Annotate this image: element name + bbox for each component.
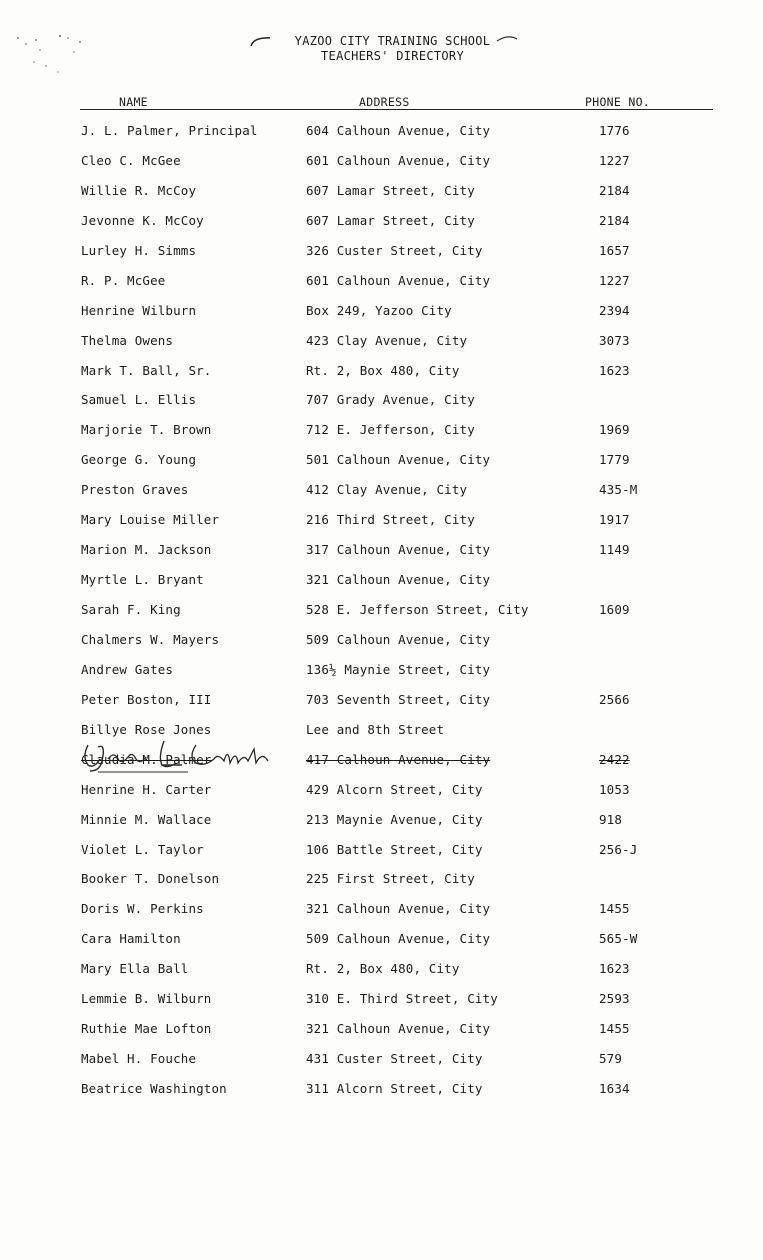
table-row <box>0 958 763 988</box>
row-address: 216 Third Street, City <box>306 512 475 528</box>
row-name: J. L. Palmer, Principal <box>81 123 258 138</box>
row-address: 106 Battle Street, City <box>306 841 483 857</box>
row-address: Rt. 2, Box 480, City <box>306 961 460 977</box>
column-header-address: ADDRESS <box>359 95 410 109</box>
table-row <box>0 809 763 839</box>
row-phone: 918 <box>599 811 623 827</box>
table-row <box>0 569 763 599</box>
row-phone: 2184 <box>599 212 630 228</box>
table-row <box>0 210 763 240</box>
row-phone: 565-W <box>599 931 638 947</box>
row-phone: 1623 <box>599 961 630 977</box>
row-name: Willie R. McCoy <box>81 182 197 198</box>
row-name: Cleo C. McGee <box>81 152 181 168</box>
table-row <box>0 1018 763 1048</box>
row-name: Sarah F. King <box>81 602 181 617</box>
row-name: Booker T. Donelson <box>81 871 220 887</box>
row-phone: 579 <box>599 1051 623 1067</box>
row-name: Henrine Wilburn <box>81 302 197 318</box>
row-name: Samuel L. Ellis <box>81 392 197 408</box>
row-name: Ruthie Mae Lofton <box>81 1021 212 1037</box>
row-name: Mabel H. Fouche <box>81 1051 197 1067</box>
row-phone: 1917 <box>599 512 630 528</box>
row-phone: 2422 <box>599 751 630 767</box>
row-address: 412 Clay Avenue, City <box>306 482 468 498</box>
table-row <box>0 330 763 360</box>
row-phone: 1455 <box>599 1021 630 1037</box>
row-phone: 2566 <box>599 691 630 707</box>
row-name: Andrew Gates <box>81 661 174 677</box>
table-row <box>0 779 763 809</box>
row-address: 429 Alcorn Street, City <box>306 781 483 797</box>
table-row <box>0 300 763 330</box>
row-name: Mark T. Ball, Sr. <box>81 362 212 378</box>
table-row <box>0 898 763 928</box>
table-row <box>0 1048 763 1078</box>
row-address: 703 Seventh Street, City <box>306 691 491 707</box>
row-phone: 435-M <box>599 482 638 498</box>
column-header-name: NAME <box>119 95 148 109</box>
row-phone: 2593 <box>599 991 630 1007</box>
row-name: Cara Hamilton <box>81 931 181 947</box>
row-name: Mary Ella Ball <box>81 961 189 977</box>
row-name: Chalmers W. Mayers <box>81 631 220 647</box>
table-row <box>0 868 763 898</box>
row-address: 321 Calhoun Avenue, City <box>306 572 491 588</box>
row-phone: 1455 <box>599 901 630 917</box>
row-phone: 1609 <box>599 602 630 617</box>
row-address: 501 Calhoun Avenue, City <box>306 452 491 468</box>
table-row <box>0 509 763 539</box>
directory-table <box>0 120 763 1108</box>
row-name: Doris W. Perkins <box>81 901 204 917</box>
table-row <box>0 539 763 569</box>
row-address: 136½ Maynie Street, City <box>306 661 491 677</box>
title-directory: TEACHERS' DIRECTORY <box>321 49 464 63</box>
row-phone: 1969 <box>599 422 630 438</box>
row-phone: 3073 <box>599 332 630 348</box>
row-address: 509 Calhoun Avenue, City <box>306 631 491 647</box>
row-phone: 1053 <box>599 781 630 797</box>
row-address: 712 E. Jefferson, City <box>306 422 475 438</box>
table-row <box>0 928 763 958</box>
row-name: Preston Graves <box>81 482 189 498</box>
table-row <box>0 629 763 659</box>
row-address: Box 249, Yazoo City <box>306 302 452 318</box>
row-name: R. P. McGee <box>81 272 166 288</box>
row-name: Jevonne K. McCoy <box>81 212 204 228</box>
row-address: 213 Maynie Avenue, City <box>306 811 483 827</box>
row-name: Lurley H. Simms <box>81 242 197 258</box>
table-row <box>0 1078 763 1108</box>
row-name: Thelma Owens <box>81 332 174 348</box>
column-header-phone: PHONE NO. <box>585 95 651 109</box>
row-name: Myrtle L. Bryant <box>81 572 204 588</box>
row-address: 321 Calhoun Avenue, City <box>306 901 491 917</box>
table-row <box>0 120 763 150</box>
row-phone: 2394 <box>599 302 630 318</box>
row-name: Beatrice Washington <box>81 1081 227 1096</box>
row-address: 601 Calhoun Avenue, City <box>306 152 491 168</box>
row-name: Peter Boston, III <box>81 691 212 707</box>
row-name: Minnie M. Wallace <box>81 811 212 827</box>
row-address: 604 Calhoun Avenue, City <box>306 123 491 138</box>
row-phone: 2184 <box>599 182 630 198</box>
row-phone: 1634 <box>599 1081 630 1096</box>
row-name: Billye Rose Jones <box>81 721 212 737</box>
table-row <box>0 240 763 270</box>
row-address: 321 Calhoun Avenue, City <box>306 1021 491 1037</box>
table-row <box>0 659 763 689</box>
row-address: 311 Alcorn Street, City <box>306 1081 483 1096</box>
table-row <box>0 449 763 479</box>
table-row <box>0 479 763 509</box>
table-row <box>0 419 763 449</box>
row-name: Claudia M. Palmer <box>81 751 212 767</box>
row-address: 528 E. Jefferson Street, City <box>306 602 529 617</box>
row-address: 423 Clay Avenue, City <box>306 332 468 348</box>
row-name: Henrine H. Carter <box>81 781 212 797</box>
row-address: 601 Calhoun Avenue, City <box>306 272 491 288</box>
row-name: George G. Young <box>81 452 197 468</box>
table-row <box>0 270 763 300</box>
row-address: 317 Calhoun Avenue, City <box>306 542 491 558</box>
row-address: 225 First Street, City <box>306 871 475 887</box>
row-address: 607 Lamar Street, City <box>306 182 475 198</box>
row-address: 509 Calhoun Avenue, City <box>306 931 491 947</box>
row-name: Marion M. Jackson <box>81 542 212 558</box>
row-name: Violet L. Taylor <box>81 841 204 857</box>
row-address: 707 Grady Avenue, City <box>306 392 475 408</box>
row-address: Rt. 2, Box 480, City <box>306 362 460 378</box>
table-row <box>0 839 763 869</box>
row-address: 431 Custer Street, City <box>306 1051 483 1067</box>
row-address: Lee and 8th Street <box>306 721 445 737</box>
row-phone: 1776 <box>599 123 630 138</box>
table-row <box>0 988 763 1018</box>
row-phone: 1657 <box>599 242 630 258</box>
table-row <box>0 180 763 210</box>
row-address: 417 Calhoun Avenue, City <box>306 751 491 767</box>
table-row <box>0 689 763 719</box>
table-row <box>0 599 763 629</box>
row-phone: 1149 <box>599 542 630 558</box>
row-address: 607 Lamar Street, City <box>306 212 475 228</box>
row-phone: 256-J <box>599 841 638 857</box>
row-name: Mary Louise Miller <box>81 512 220 528</box>
document-title <box>0 34 763 64</box>
row-address: 310 E. Third Street, City <box>306 991 498 1007</box>
row-phone: 1623 <box>599 362 630 378</box>
table-row <box>0 389 763 419</box>
table-row <box>0 360 763 390</box>
handwritten-signature <box>78 735 278 775</box>
row-address: 326 Custer Street, City <box>306 242 483 258</box>
row-phone: 1227 <box>599 152 630 168</box>
header-rule <box>80 109 713 110</box>
table-row <box>0 150 763 180</box>
row-name: Marjorie T. Brown <box>81 422 212 438</box>
row-phone: 1227 <box>599 272 630 288</box>
row-phone: 1779 <box>599 452 630 468</box>
title-school-name: YAZOO CITY TRAINING SCHOOL <box>294 34 491 48</box>
row-name: Lemmie B. Wilburn <box>81 991 212 1007</box>
